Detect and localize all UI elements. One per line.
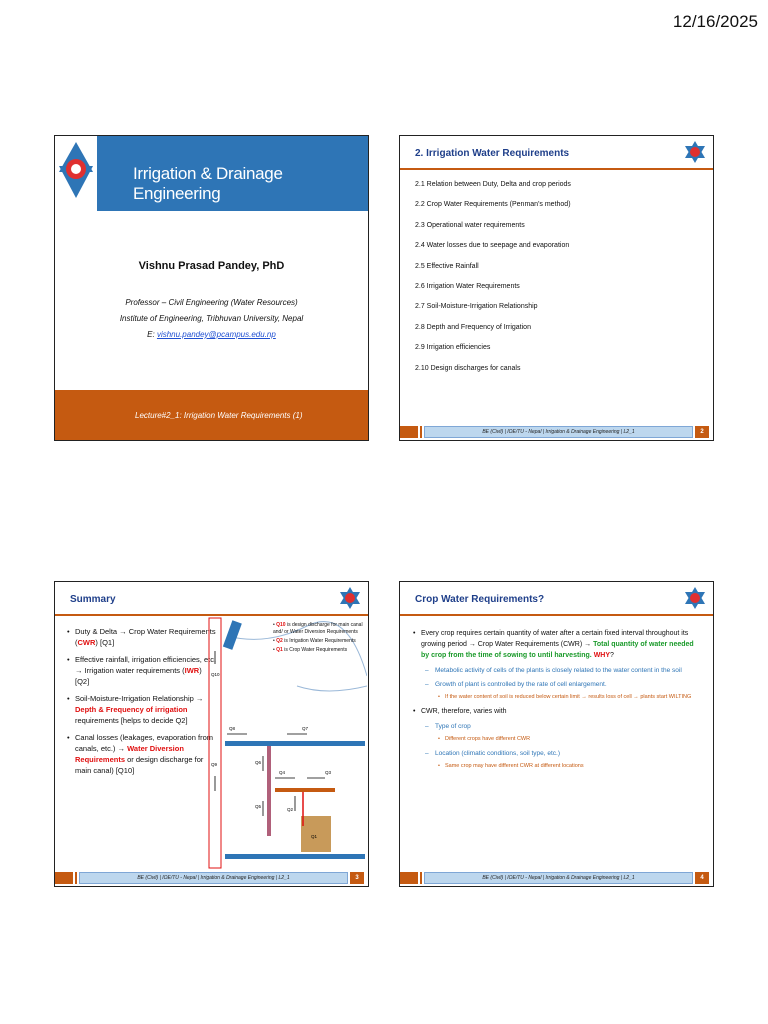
summary-bullets	[67, 626, 217, 782]
sub-bullet: – Metabolic activity of cells of the plants is closely related to the water content in the soil	[413, 665, 703, 676]
bullet-item: • Effective rainfall, irrigation efficiencies, etc. → Irrigation water requirements (IWR) [Q2]	[67, 654, 217, 687]
slide-footer	[55, 870, 368, 886]
topic-item: 2.10 Design discharges for canals	[415, 364, 521, 372]
slide-2-thumbnail[interactable]	[399, 135, 714, 441]
bullet-item: • Canal losses (leakages, evaporation from canals, etc.) → Water Diversion Requirements or design discharge for main canal) [Q10]	[67, 732, 217, 776]
university-logo-icon	[683, 140, 707, 164]
label-q4: Q4	[279, 770, 286, 775]
footer-text: BE (Civil) | IOE/TU - Nepal | Irrigation & Drainage Engineering | L2_1	[79, 872, 348, 884]
slide-header	[55, 582, 368, 616]
footer-text: BE (Civil) | IOE/TU - Nepal | Irrigation & Drainage Engineering | L2_1	[424, 872, 693, 884]
bullet-item: • Duty & Delta → Crop Water Requirements (CWR) [Q1]	[67, 626, 217, 648]
slide-number: 4	[695, 872, 709, 884]
label-q7: Q7	[302, 726, 309, 731]
topic-item: 2.2 Crop Water Requirements (Penman's method)	[415, 201, 571, 209]
topic-item: 2.1 Relation between Duty, Delta and crop periods	[415, 181, 571, 188]
university-logo-icon	[338, 586, 362, 610]
footer-accent	[75, 872, 77, 884]
university-logo-icon	[683, 586, 707, 610]
author-role: Professor – Civil Engineering (Water Resources)	[125, 298, 298, 307]
topic-list	[415, 181, 571, 385]
footer-accent	[420, 872, 422, 884]
topic-item: 2.8 Depth and Frequency of Irrigation	[415, 323, 531, 331]
slide-body	[413, 628, 703, 775]
slide-4-thumbnail[interactable]	[399, 581, 714, 887]
label-q2: Q2	[287, 807, 294, 812]
sub-sub-bullet: • Same crop may have different CWR at different locations	[413, 762, 703, 771]
sub-sub-bullet: • If the water content of soil is reduced below certain limit → results loss of cell → plants start WILTING	[413, 693, 703, 702]
label-q10: Q10	[211, 672, 220, 677]
lecture-title: Lecture#2_1: Irrigation Water Requirements (1)	[135, 411, 303, 420]
slide-number: 3	[350, 872, 364, 884]
email-prefix: E:	[147, 330, 157, 339]
topic-item: 2.5 Effective Rainfall	[415, 262, 479, 270]
diagram-notes	[273, 622, 368, 656]
label-q1: Q1	[311, 834, 318, 839]
footer-text: BE (Civil) | IOE/TU - Nepal | Irrigation & Drainage Engineering | L2_1	[424, 426, 693, 438]
bullet-item: • Every crop requires certain quantity of water after a certain fixed interval throughout its growing period → Crop Water Requirements (CWR) → Total quantity of water needed by crop from the time of sowing to until harvesting. WHY?	[413, 628, 703, 661]
footer-accent	[55, 872, 73, 884]
topic-item: 2.6 Irrigation Water Requirements	[415, 282, 520, 290]
note-item: • Q1 is Crop Water Requirements	[273, 647, 348, 653]
slide-title: Crop Water Requirements?	[415, 594, 545, 605]
label-q8: Q8	[229, 726, 236, 731]
author-email-link[interactable]: vishnu.pandey@pcampus.edu.np	[156, 330, 276, 339]
slide-header	[400, 136, 713, 170]
footer-accent	[420, 426, 422, 438]
slide-1-thumbnail[interactable]	[54, 135, 369, 441]
topic-item: 2.4 Water losses due to seepage and evaporation	[415, 242, 570, 250]
slide-3-thumbnail[interactable]	[54, 581, 369, 887]
slide-title: Summary	[70, 594, 116, 605]
author-institute: Institute of Engineering, Tribhuvan University, Nepal	[119, 314, 304, 323]
slide-header	[400, 582, 713, 616]
topic-item: 2.7 Soil-Moisture-Irrigation Relationship	[415, 303, 538, 311]
slide-number: 2	[695, 426, 709, 438]
page-date: 12/16/2025	[672, 12, 758, 31]
sub-bullet: – Growth of plant is controlled by the rate of cell enlargement.	[413, 679, 703, 690]
author-email-line	[55, 330, 368, 339]
label-q9: Q9	[211, 762, 218, 767]
topic-item: 2.9 Irrigation efficiencies	[415, 344, 491, 352]
sub-bullet: – Location (climatic conditions, soil type, etc.)	[413, 748, 703, 759]
logo-area	[55, 136, 97, 211]
topic-item: 2.3 Operational water requirements	[415, 221, 525, 229]
sub-sub-bullet: • Different crops have different CWR	[413, 735, 703, 744]
note-item: • Q2 is Irrigation Water Requirements	[273, 638, 356, 644]
label-q6: Q6	[255, 760, 262, 765]
label-q5: Q5	[255, 804, 262, 809]
author-name: Vishnu Prasad Pandey, PhD	[138, 260, 285, 272]
bullet-item: • CWR, therefore, varies with	[413, 706, 703, 717]
footer-accent	[400, 426, 418, 438]
university-logo-icon	[55, 136, 97, 206]
footer-accent	[400, 872, 418, 884]
note-item: • Q10 is design discharge for main canal and/ or Water Diversion Requirements	[273, 622, 363, 635]
bullet-item: • Soil-Moisture-Irrigation Relationship → Depth & Frequency of irrigation requirements [helps to decide Q2]	[67, 693, 217, 726]
slide-title: Irrigation & Drainage Engineering	[133, 164, 283, 203]
slide-title: 2. Irrigation Water Requirements	[415, 148, 570, 159]
label-q3: Q3	[325, 770, 332, 775]
slide-footer	[400, 424, 713, 440]
sub-bullet: – Type of crop	[413, 721, 703, 732]
slide-footer	[400, 870, 713, 886]
